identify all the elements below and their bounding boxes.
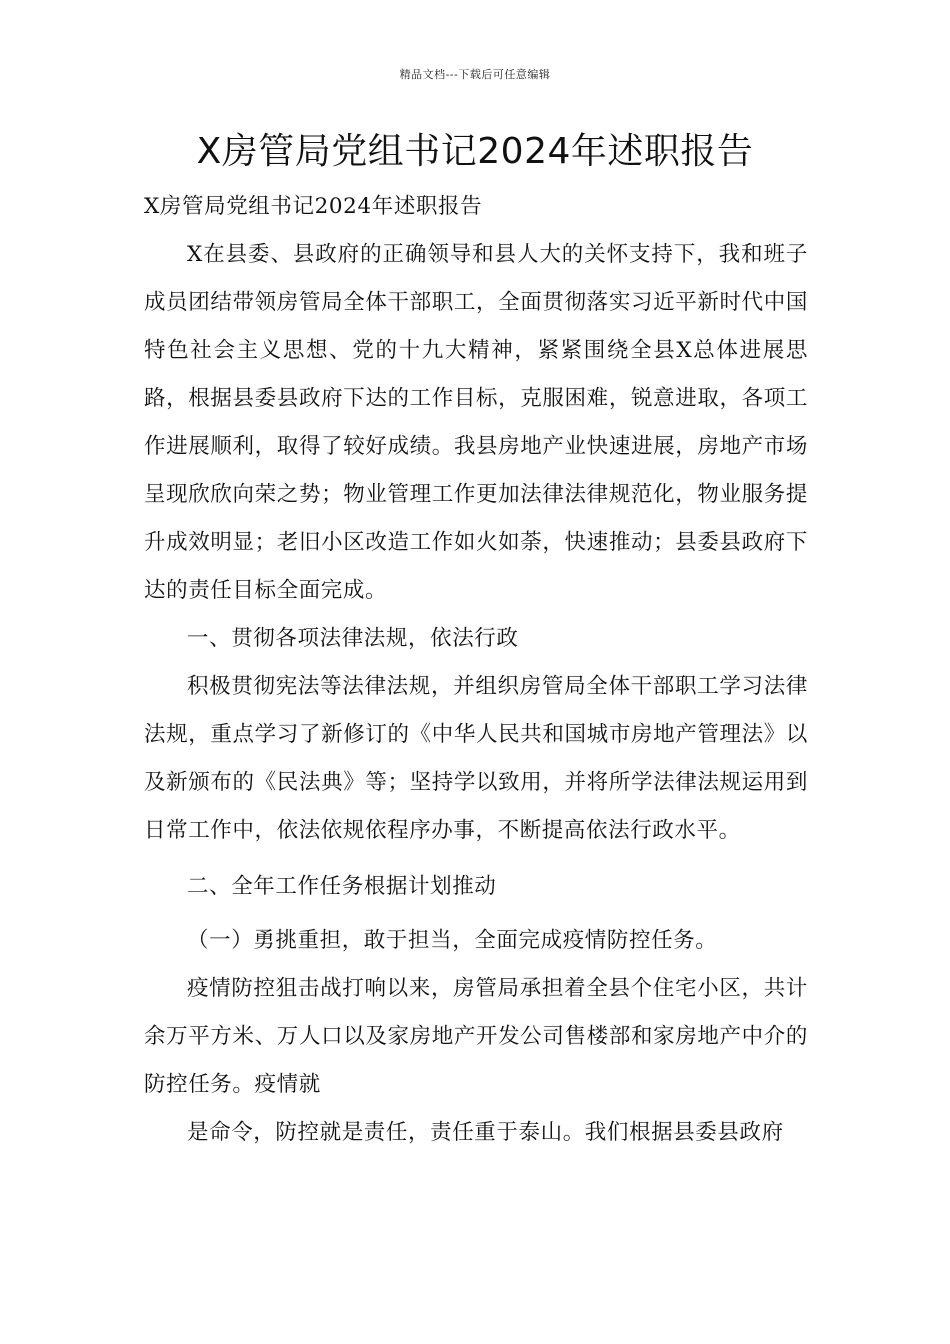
paragraph-intro: X在县委、县政府的正确领导和县人大的关怀支持下，我和班子成员团结带领房管局全体干部职工，全面贯彻落实习近平新时代中国特色社会主义思想、党的十九大精神，紧紧围绕全县X总体进展思路，根据县委县政府下达的工作目标，克服困难，锐意进取，各项工作进展顺利，取得了较好成绩。我县房地产业快速进展，房地产市场呈现欣欣向荣之势；物业管理工作更加法律法律规范化，物业服务提升成效明显；老旧小区改造工作如火如荼，快速推动；县委县政府下达的责任目标全面完成。 bbox=[144, 242, 808, 603]
document-body bbox=[144, 183, 808, 1157]
paragraph-epidemic: 疫情防控狙击战打响以来，房管局承担着全县个住宅小区，共计余万平方米、万人口以及家房地产开发公司售楼部和家房地产中介的防控任务。疫情就 bbox=[144, 976, 808, 1097]
section-heading-1: 一、贯彻各项法律法规，依法行政 bbox=[187, 626, 519, 651]
subsection-heading-1: （一）勇挑重担，敢于担当，全面完成疫情防控任务。 bbox=[187, 928, 718, 953]
document-subtitle: X房管局党组书记2024年述职报告 bbox=[144, 194, 483, 219]
section-heading-2: 二、全年工作任务根据计划推动 bbox=[187, 874, 497, 899]
header-note: 精品文档---下载后可任意编辑 bbox=[399, 68, 551, 81]
paragraph-law: 积极贯彻宪法等法律法规，并组织房管局全体干部职工学习法律法规，重点学习了新修订的《中华人民共和国城市房地产管理法》以及新颁布的《民法典》等；坚持学以致用，并将所学法律法规运用到日常工作中，依法依规依程序办事，不断提高依法行政水平。 bbox=[144, 674, 808, 843]
paragraph-continued: 是命令，防控就是责任，责任重于泰山。我们根据县委县政府 bbox=[187, 1120, 784, 1145]
document-title: X房管局党组书记2024年述职报告 bbox=[196, 131, 754, 172]
